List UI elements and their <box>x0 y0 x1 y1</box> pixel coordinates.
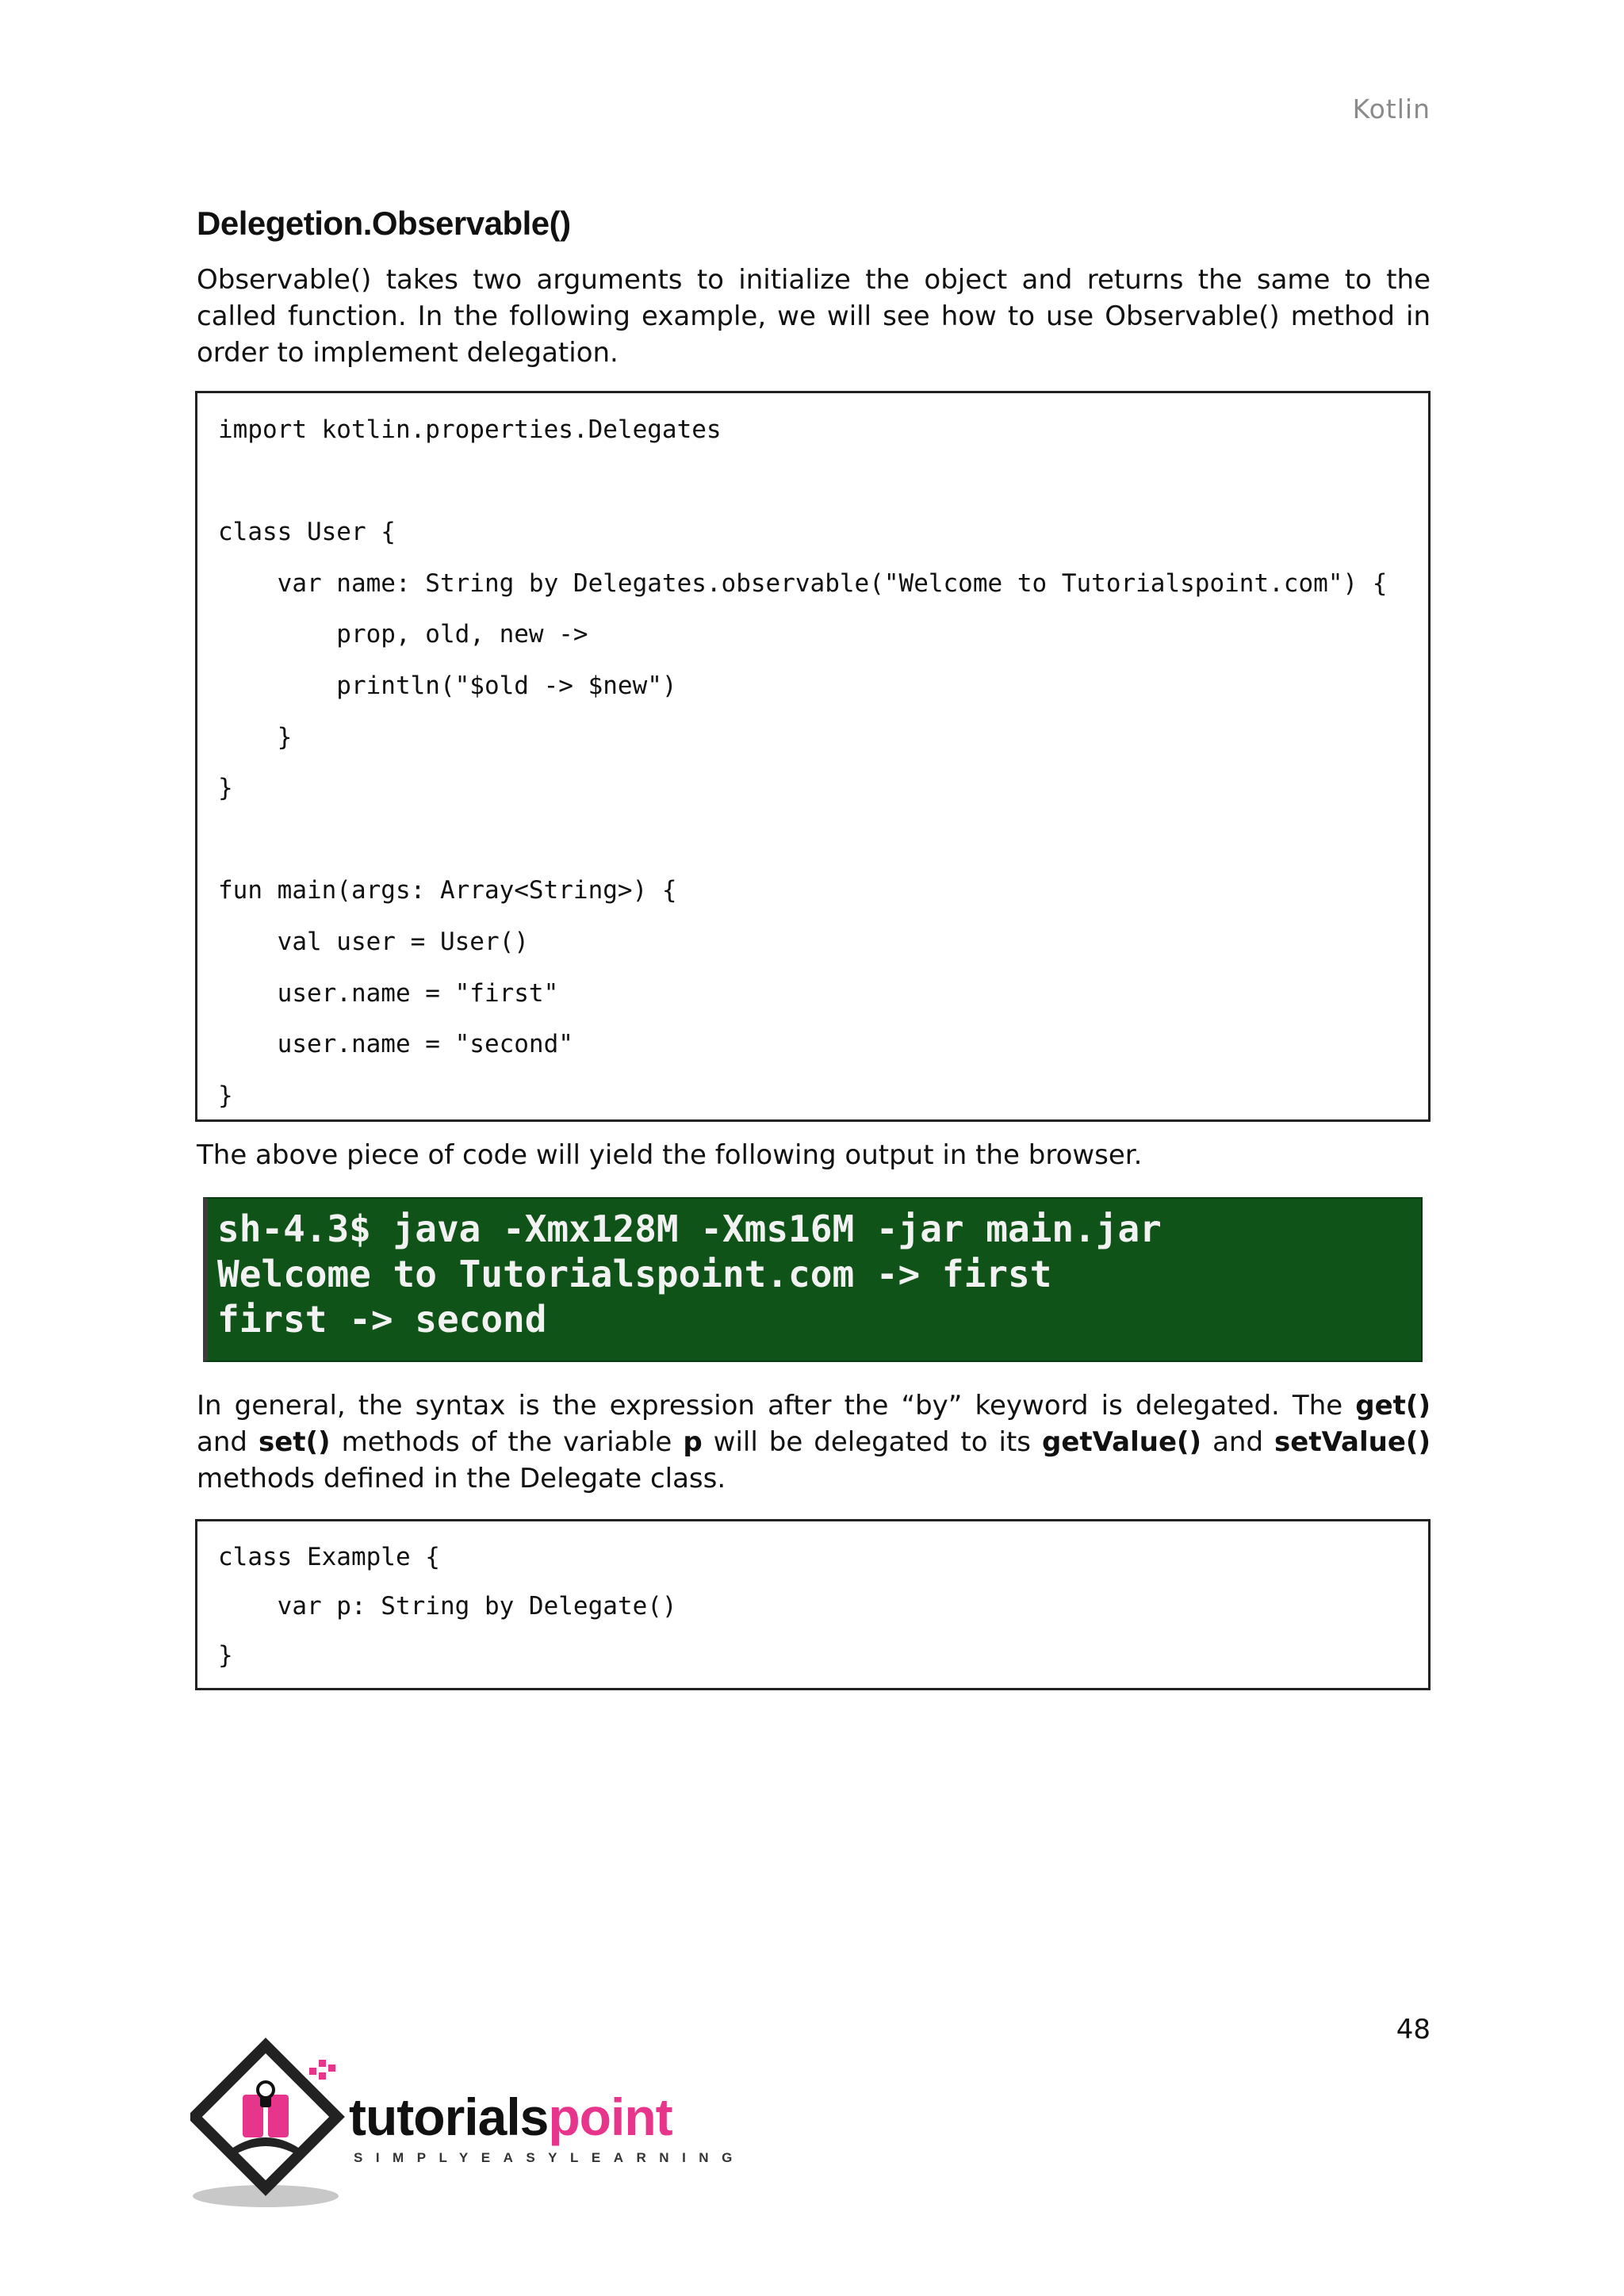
tutorialspoint-logo <box>190 2038 745 2212</box>
setvalue-keyword: setValue() <box>1274 1426 1431 1458</box>
syntax-text: methods defined in the Delegate class. <box>197 1463 726 1494</box>
code-line <box>218 814 1428 866</box>
running-header: Kotlin <box>1352 94 1431 124</box>
syntax-paragraph <box>197 1387 1431 1497</box>
getvalue-keyword: getValue() <box>1042 1426 1202 1458</box>
logo-mark-icon <box>190 2038 349 2212</box>
console-output-screenshot <box>203 1197 1423 1362</box>
code-block-observable <box>195 391 1431 1122</box>
code-line: user.name = "first" <box>218 978 559 1008</box>
code-line: } <box>218 1081 233 1110</box>
code-line: prop, old, new -> <box>218 620 588 649</box>
code-line: class User { <box>218 518 396 547</box>
page-number: 48 <box>1396 2014 1431 2045</box>
code-block-example <box>195 1519 1431 1690</box>
logo-word-pink: point <box>548 2087 672 2146</box>
code-line: println("$old -> $new") <box>218 671 677 700</box>
code-line: } <box>218 1641 233 1670</box>
code-line: } <box>218 774 233 803</box>
syntax-text: and <box>197 1426 259 1458</box>
output-paragraph: The above piece of code will yield the following output in the browser. <box>197 1139 1143 1171</box>
get-keyword: get() <box>1355 1390 1431 1422</box>
syntax-text: and <box>1201 1426 1275 1458</box>
syntax-text: methods of the variable <box>330 1426 684 1458</box>
variable-p: p <box>683 1426 703 1458</box>
code-line: val user = User() <box>218 927 529 956</box>
code-line: } <box>218 722 293 752</box>
code-line: class Example { <box>218 1543 440 1571</box>
set-keyword: set() <box>258 1426 331 1458</box>
code-line: var name: String by Delegates.observable("Welcome to Tutorialspoint.com") { <box>218 568 1388 598</box>
console-line: first -> second <box>217 1298 547 1341</box>
console-line: Welcome to Tutorialspoint.com -> first <box>217 1253 1052 1295</box>
code-line: var p: String by Delegate() <box>218 1592 677 1621</box>
logo-wordmark <box>349 2087 672 2147</box>
code-line: fun main(args: Array<String>) { <box>218 876 677 905</box>
section-heading: Delegetion.Observable() <box>197 205 571 242</box>
code-line: user.name = "second" <box>218 1030 573 1059</box>
logo-tagline: SIMPLYEASYLEARNING <box>354 2150 745 2165</box>
code-line: import kotlin.properties.Delegates <box>218 415 722 444</box>
syntax-text: In general, the syntax is the expression after the “by” keyword is delegated. The <box>197 1390 1356 1422</box>
console-line: sh-4.3$ java -Xmx128M -Xms16M -jar main.jar <box>217 1207 1162 1250</box>
syntax-text: will be delegated to its <box>702 1426 1043 1458</box>
code-line <box>218 456 1428 507</box>
intro-paragraph: Observable() takes two arguments to initialize the object and returns the same to the called function. In the following example, we will see how to use Observable() method in order to implement delegation. <box>197 264 1431 369</box>
logo-word-dark: tutorials <box>349 2087 549 2146</box>
